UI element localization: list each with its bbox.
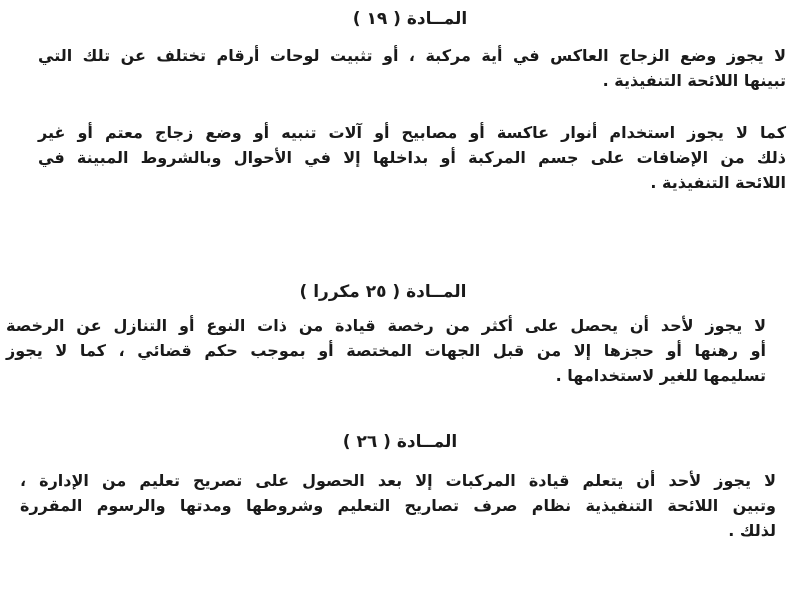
text-line: لذلك . [728,521,776,540]
text-line: ذلك من الإضافات على جسم المركبة أو بداخلها إلا في الأحوال وبالشروط المبينة في [38,148,786,167]
article-19-paragraph-1 [38,43,786,93]
text-line: اللائحة التنفيذية . [650,173,786,192]
article-19-heading: المــادة ( ١٩ ) [352,9,468,29]
article-25-bis-paragraph [6,313,766,388]
article-26-heading: المــادة ( ٢٦ ) [342,432,458,452]
text-line: لا يجوز وضع الزجاج العاكس في أية مركبة ، أو تثبيت لوحات أرقام تختلف عن تلك التي [38,46,786,65]
text-line: أو رهنها أو حجزها إلا من قبل الجهات المختصة أو بموجب حكم قضائي ، كما لا يجوز [6,341,766,360]
text-line: لا يجوز لأحد أن يحصل على أكثر من رخصة قيادة من ذات النوع أو التنازل عن الرخصة [6,316,766,335]
article-19-paragraph-2 [38,120,786,195]
text-line: لا يجوز لأحد أن يتعلم قيادة المركبات إلا بعد الحصول على تصريح تعليم من الإدارة ، [20,471,776,490]
text-line: وتبين اللائحة التنفيذية نظام صرف تصاريح التعليم وشروطها ومدتها والرسوم المقررة [20,496,776,515]
text-line: كما لا يجوز استخدام أنوار عاكسة أو مصابيح أو آلات تنبيه أو وضع زجاج معتم أو غير [38,123,786,142]
text-line: تبينها اللائحة التنفيذية . [602,71,786,90]
article-26-paragraph [20,468,776,543]
article-25-bis-heading: المــادة ( ٢٥ مكررا ) [299,282,467,302]
text-line: تسليمها للغير لاستخدامها . [555,366,766,385]
